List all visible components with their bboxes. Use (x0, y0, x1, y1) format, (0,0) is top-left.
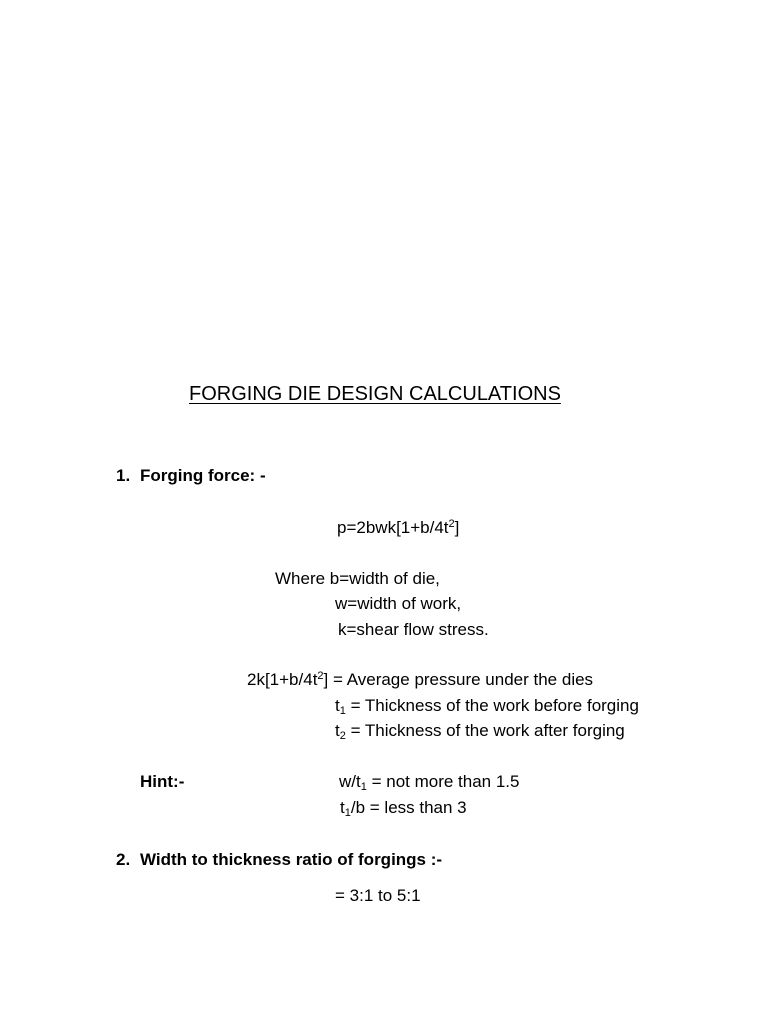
hint-label: Hint:- (140, 772, 185, 791)
t2-subscript: 2 (339, 730, 346, 742)
section-2-heading: Width to thickness ratio of forgings :- (140, 850, 443, 869)
formula-exponent: 2 (448, 518, 455, 530)
section-1-number: 1. (116, 466, 131, 485)
hint-2-text: /b = less than 3 (350, 798, 467, 817)
average-pressure-line (247, 670, 593, 690)
t1-symbol: t (335, 696, 340, 715)
hint-line-1 (339, 772, 520, 792)
t2-definition (335, 721, 625, 741)
t1-definition (335, 696, 639, 716)
hint-1-pre: w/t (339, 772, 361, 791)
hint-2-pre: t (340, 798, 345, 817)
page-title: FORGING DIE DESIGN CALCULATIONS (189, 383, 561, 405)
t2-text: = Thickness of the work after forging (345, 721, 625, 740)
pressure-exponent: 2 (317, 670, 324, 682)
hint-line-2 (340, 798, 467, 818)
hint-1-subscript: 1 (360, 781, 367, 793)
hint-2-subscript: 1 (344, 807, 351, 819)
t1-text: = Thickness of the work before forging (345, 696, 639, 715)
pressure-rest: ] = Average pressure under the dies (323, 670, 594, 689)
formula-end: ] (454, 518, 460, 537)
forging-force-formula (337, 518, 459, 538)
pressure-expr: 2k[1+b/4t (247, 670, 318, 689)
hint-1-text: = not more than 1.5 (366, 772, 520, 791)
where-line-k: k=shear flow stress. (338, 620, 489, 639)
t2-symbol: t (335, 721, 340, 740)
where-line-b: Where b=width of die, (275, 569, 440, 588)
formula-main: p=2bwk[1+b/4t (337, 518, 449, 537)
ratio-value: = 3:1 to 5:1 (335, 886, 421, 905)
section-1-heading: Forging force: - (140, 466, 266, 485)
t1-subscript: 1 (339, 705, 346, 717)
where-line-w: w=width of work, (335, 594, 462, 613)
section-2-number: 2. (116, 850, 131, 869)
